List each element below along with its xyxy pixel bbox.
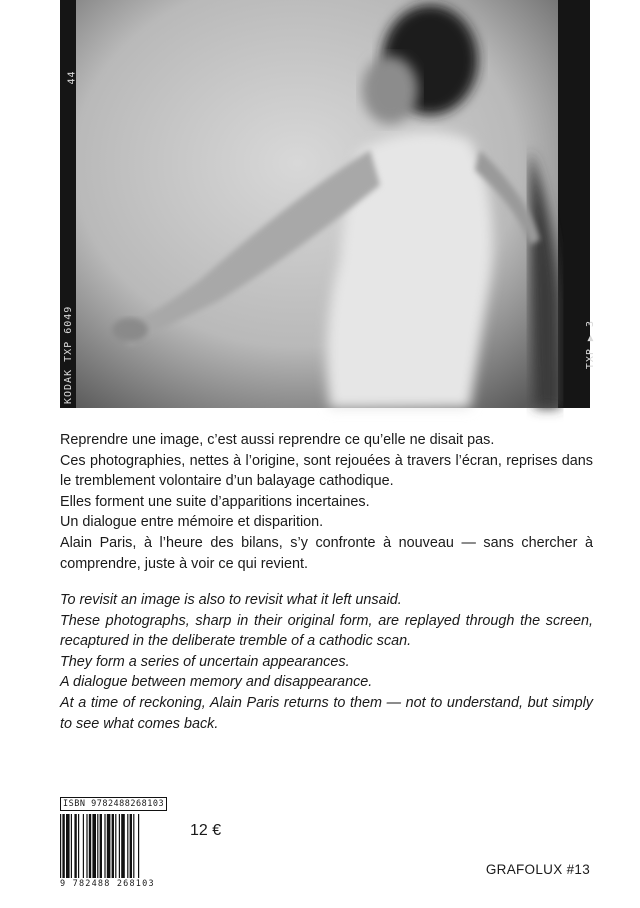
barcode-bar: [127, 814, 128, 878]
english-text: [60, 590, 593, 734]
price: 12 €: [190, 822, 222, 839]
series-label: GRAFOLUX #13: [485, 862, 590, 877]
fr-line-4: Un dialogue entre mémoire et disparition.: [60, 514, 324, 531]
barcode-bar: [97, 814, 98, 878]
barcode-bar: [62, 814, 64, 878]
barcode: [60, 793, 168, 889]
french-text: [60, 430, 593, 574]
barcode-bar: [138, 814, 139, 878]
barcode-bar: [115, 814, 116, 878]
fr-line-3: Elles forment une suite d’apparitions incertaines.: [60, 493, 370, 510]
barcode-bar: [86, 814, 87, 878]
barcode-bar: [83, 814, 84, 878]
fr-line-2: Ces photographies, nettes à l’origine, sont rejouées à travers l’écran, reprises dans le tremblement volontaire d’un balayage cathodique.: [60, 452, 593, 490]
barcode-bar: [104, 814, 105, 878]
barcode-bar: [112, 814, 114, 878]
barcode-bar: [121, 814, 125, 878]
barcode-bar: [119, 814, 120, 878]
en-line-4: A dialogue between memory and disappearance.: [60, 674, 373, 691]
barcode-bar: [130, 814, 132, 878]
en-line-1: To revisit an image is also to revisit what it left unsaid.: [60, 592, 402, 608]
barcode-bar: [71, 814, 72, 878]
en-line-2: These photographs, sharp in their original form, are replayed through the screen, recaptured in the deliberate tremble of a cathodic scan.: [60, 612, 593, 650]
en-line-3: They form a series of uncertain appearances.: [60, 653, 350, 670]
frame-number: 44: [66, 70, 78, 85]
film-type-mark: TXP ▶ 3: [585, 320, 596, 370]
barcode-bar: [89, 814, 91, 878]
barcode-bars: [60, 814, 168, 878]
barcode-bar: [100, 814, 102, 878]
barcode-bar: [78, 814, 79, 878]
barcode-bar: [107, 814, 111, 878]
barcode-bar: [92, 814, 96, 878]
barcode-bar: [74, 814, 76, 878]
barcode-digits: 9 782488 268103: [60, 879, 155, 889]
barcode-bar: [133, 814, 134, 878]
en-line-5: At a time of reckoning, Alain Paris returns to them — not to understand, but simply to see what comes back.: [60, 694, 593, 732]
barcode-bar: [66, 814, 70, 878]
photograph-icon: [60, 0, 590, 408]
barcode-bar: [60, 814, 61, 878]
cover-photograph: [60, 0, 596, 408]
isbn-label: ISBN 9782488268103: [60, 797, 167, 811]
fr-line-5: Alain Paris, à l’heure des bilans, s’y confronte à nouveau — sans chercher à comprendre, juste à voir ce qui revient.: [60, 534, 593, 572]
fr-line-1: Reprendre une image, c’est aussi reprendre ce qu’elle ne disait pas.: [60, 432, 495, 448]
film-brand-mark: KODAK TXP 6049: [63, 305, 74, 404]
